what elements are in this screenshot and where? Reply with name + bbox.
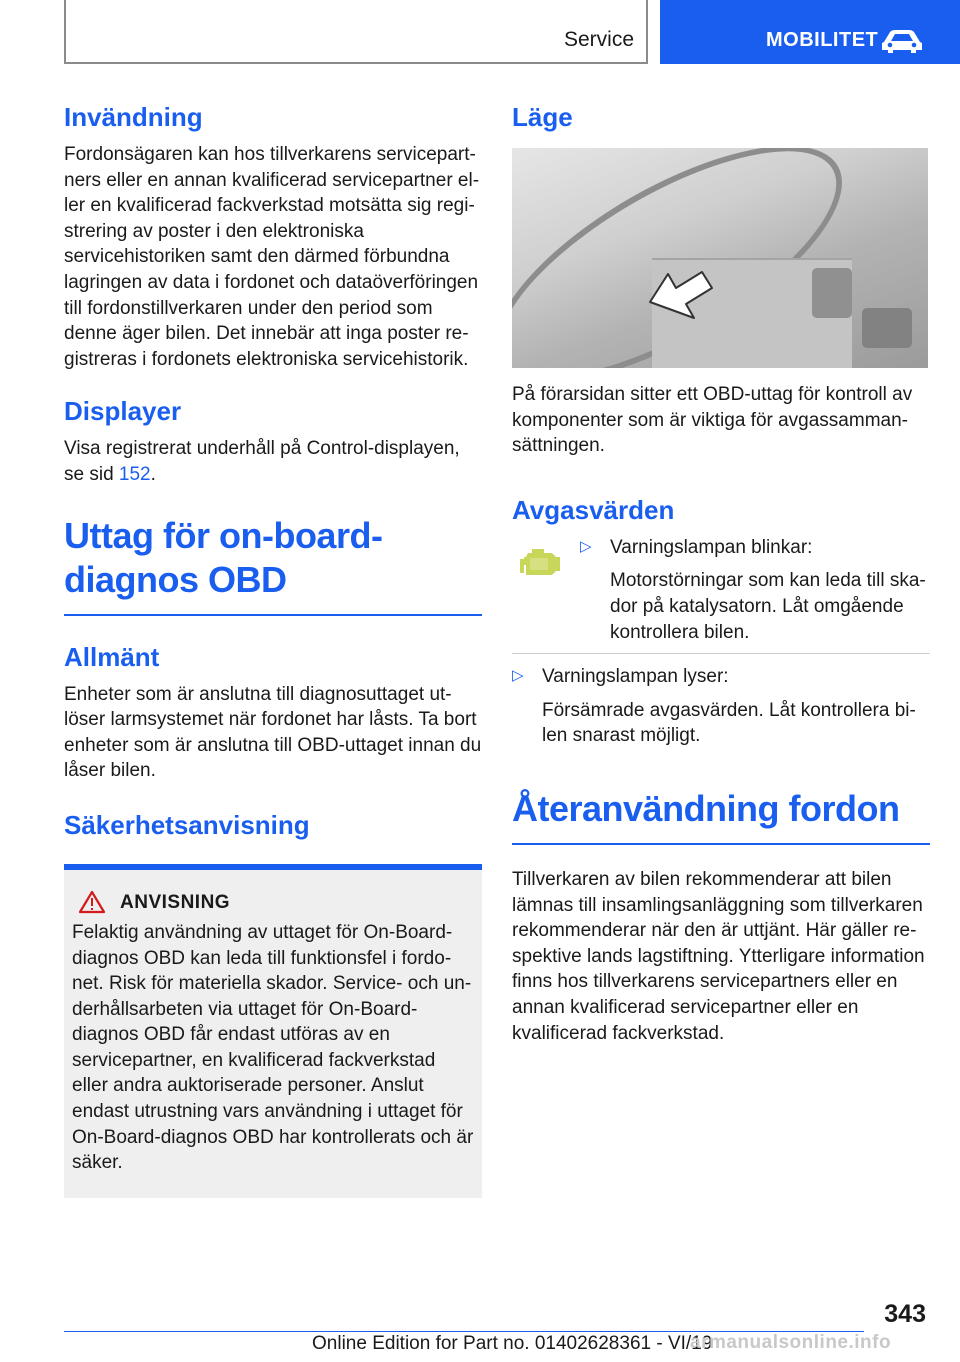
- heading-lage: Läge: [512, 102, 573, 132]
- bullet-text-lyser: Försämrade avgasvärden. Låt kontrollera bilen snarast möjligt.: [542, 699, 916, 747]
- heading-avgasvarden: Avgasvärden: [512, 494, 675, 525]
- right-column: [512, 100, 930, 1046]
- header-chapter-label: MOBILITET: [766, 29, 879, 51]
- bullet-label-lyser: Varningslampan lyser:: [542, 666, 729, 688]
- paragraph-allmant: Enheter som är anslutna till diagnosuttaget utlöser larmsystemet när fordonet har låsts. Ta bort enheter som är anslutna till OBD-uttaget innan du låser bilen.: [64, 683, 482, 782]
- footer-edition: Online Edition for Part no. 01402628361 - VI/19: [312, 1333, 713, 1354]
- heading-sakerhetsanvisning: Säkerhetsanvisning: [64, 809, 310, 840]
- paragraph-ateranvandning: Tillverkaren av bilen rekommenderar att bilen lämnas till insamlingsanläggning som tillverkaren rekommenderar när den är uttjänt. Här gäller respektive lands lagstiftning. Ytterligare information finns hos tillverkarens servicepartners eller en annan kvalificerad servicepartner eller en kvalificerad fackverkstad.: [512, 868, 925, 1044]
- bullet-label-blinkar: Varningslampan blinkar:: [610, 536, 813, 558]
- header-section-title: Service: [563, 28, 634, 51]
- engine-warning-icon: [516, 545, 564, 581]
- list-item: [512, 664, 930, 690]
- obd-location-photo: [512, 148, 928, 368]
- displayer-text: Visa registrerat underhåll på Control-displayen, se sid: [64, 438, 460, 485]
- heading-underline: [64, 614, 482, 616]
- heading-underline: [512, 843, 930, 845]
- paragraph-displayer: [64, 436, 482, 487]
- page-link-152[interactable]: 152: [118, 463, 151, 485]
- paragraph-lage: På förarsidan sitter ett OBD-uttag för kontroll av komponenter som är viktiga för avgassammansättningen.: [512, 384, 913, 457]
- list-item-detail: [512, 698, 930, 749]
- avgas-list: [512, 535, 930, 749]
- bullet-triangle-icon: ▷: [512, 667, 524, 685]
- notice-box: [64, 864, 482, 1198]
- heading-ateranvandning: Återanvändning fordon: [512, 787, 900, 829]
- avgas-bullets: [512, 535, 930, 645]
- left-column: [64, 100, 482, 1198]
- heading-displayer: Displayer: [64, 396, 182, 427]
- header-section-box: [64, 0, 648, 64]
- heading-uttag-obd: Uttag för on-board-diagnos OBD: [64, 514, 383, 600]
- notice-header: [72, 890, 474, 920]
- list-divider: [512, 653, 930, 654]
- header-chapter-tab[interactable]: [660, 0, 960, 64]
- paragraph-invandning: Fordonsägaren kan hos tillverkarens servicepartners eller en annan kvalificerad servicepartner eller en kvalificerad fackverkstad motsätta sig registrering av poster i den elektroniska servicehistoriken samt den därmed förbundna lagringen av data i fordonet och dataöverföringen till fordonstillverkaren under den period som denne äger bilen. Det innebär att inga poster registreras i fordonets elektroniska servicehistorik.: [64, 144, 480, 370]
- heading-allmant: Allmänt: [64, 641, 160, 672]
- warning-triangle-icon: [78, 890, 106, 914]
- notice-title: ANVISNING: [120, 891, 231, 913]
- list-item-detail: [580, 568, 930, 645]
- bullet-triangle-icon: ▷: [580, 537, 592, 555]
- photo-pedal: [812, 268, 852, 318]
- watermark: armanualsonline.info: [690, 1332, 892, 1353]
- photo-pedal: [862, 308, 912, 348]
- heading-invandning: Invändning: [64, 102, 203, 132]
- list-item: [580, 535, 930, 561]
- displayer-text-end: .: [150, 463, 156, 485]
- pointer-arrow-icon: [646, 266, 716, 326]
- avgas-bullets-2: [512, 664, 930, 749]
- notice-text: Felaktig användning av uttaget för On-Board-diagnos OBD kan leda till funktionsfel i fordonet. Risk för materiella skador. Service- och underhållsarbeten via uttaget för On-Board-diagnos OBD får endast utföras av en servicepartner, en kvalificerad fackverkstad eller andra auktoriserade personer. Anslut endast utrustning vars användning i uttaget för On-Board-diagnos OBD har kontrollerats och är säker.: [72, 921, 474, 1174]
- car-icon: [880, 28, 924, 54]
- page-number: 343: [884, 1300, 926, 1328]
- bullet-text-blinkar: Motorstörningar som kan leda till skador på katalysatorn. Låt omgående kontrollera bilen.: [610, 570, 926, 643]
